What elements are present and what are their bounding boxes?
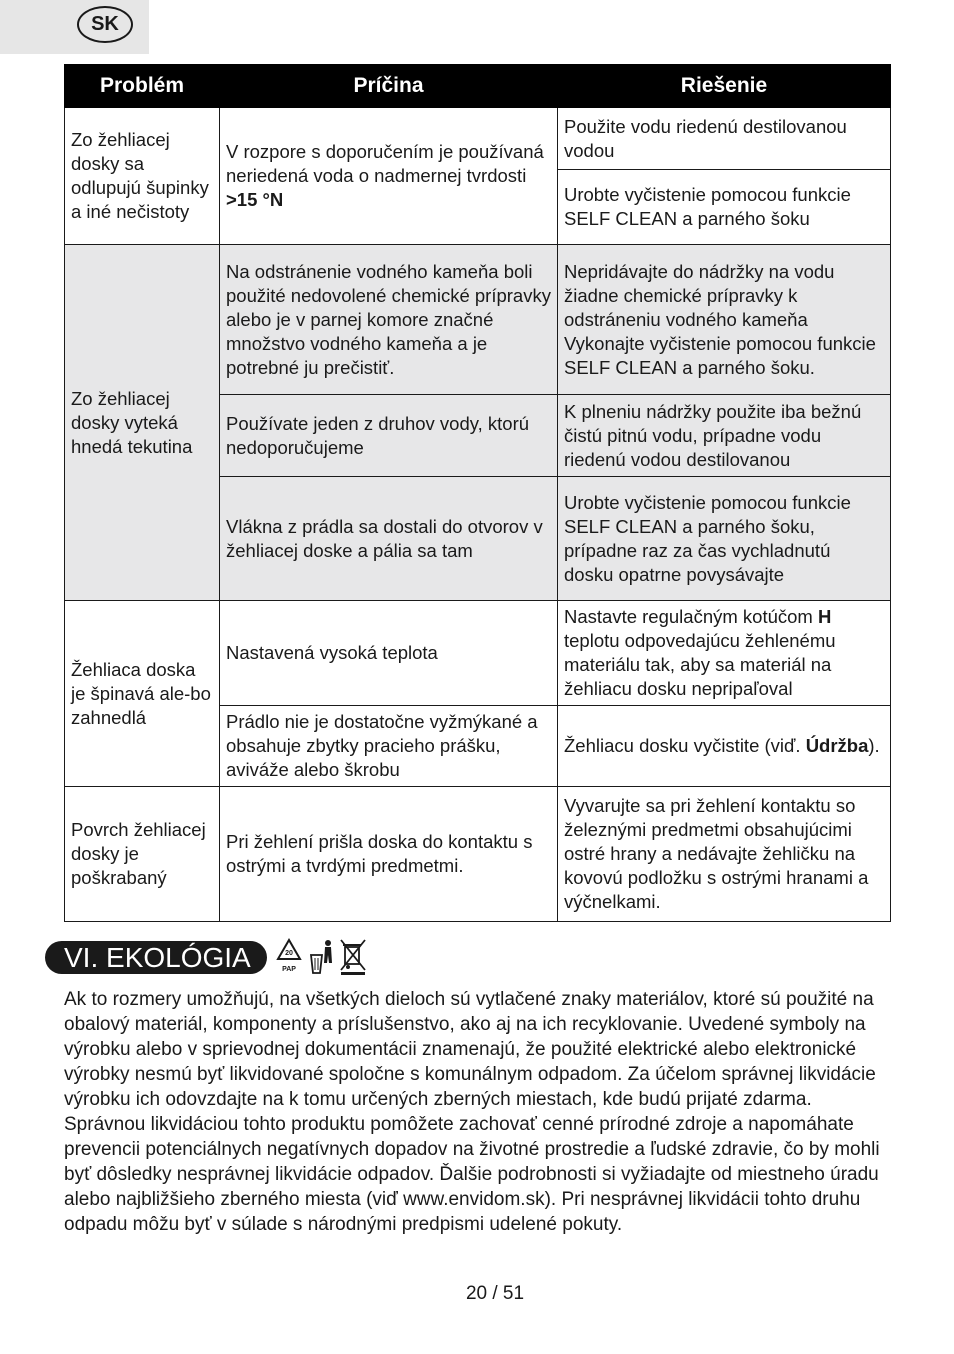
solution-cell: Žehliacu dosku vyčistite (viď. Údržba). bbox=[558, 706, 891, 787]
cause-cell: Používate jeden z druhov vody, ktorú nedoporučujeme bbox=[220, 395, 558, 477]
cause-cell: Na odstránenie vodného kameňa boli použité nedovolené chemické prípravky alebo je v parnej komore značné množstvo vodného kameňa a je potrebné ju prečistiť. bbox=[220, 245, 558, 395]
cause-cell: Vlákna z prádla sa dostali do otvorov v žehliacej doske a pália sa tam bbox=[220, 477, 558, 601]
table-row bbox=[65, 787, 891, 922]
table-row bbox=[65, 601, 891, 706]
troubleshooting-table bbox=[64, 64, 891, 922]
problem-cell: Žehliaca doska je špinavá ale-bo zahnedlá bbox=[65, 601, 220, 787]
recycling-20-pap-icon bbox=[278, 940, 300, 973]
crossed-out-wheelie-bin-icon bbox=[341, 940, 365, 975]
header-problem: Problém bbox=[65, 65, 220, 108]
cause-cell: Pri žehlení prišla doska do kontaktu s ostrými a tvrdými predmetmi. bbox=[220, 787, 558, 922]
solution-cell: Nepridávajte do nádržky na vodu žiadne chemické prípravky k odstráneniu vodného kameňa Vykonajte vyčistenie pomocou funkcie SELF CLEAN a parného šoku. bbox=[558, 245, 891, 395]
header-cause: Príčina bbox=[220, 65, 558, 108]
problem-cell: Zo žehliacej dosky sa odlupujú šupinky a iné nečistoty bbox=[65, 108, 220, 245]
page-number: 20 / 51 bbox=[465, 1283, 525, 1304]
cause-cell: V rozpore s doporučením je používaná neriedená voda o nadmernej tvrdosti >15 °N bbox=[220, 108, 558, 245]
solution-cell: Urobte vyčistenie pomocou funkcie SELF CLEAN a parného šoku, prípadne raz za čas vychladnutú dosku opatrne povysávajte bbox=[558, 477, 891, 601]
solution-cell: Vyvarujte sa pri žehlení kontaktu so železnými predmetmi obsahujúcimi ostré hrany a nedávajte žehličku na kovovú podložku s ostrými hranami a výčnelkami. bbox=[558, 787, 891, 922]
svg-text:PAP: PAP bbox=[282, 966, 296, 973]
header-solution: Riešenie bbox=[558, 65, 891, 108]
language-tab bbox=[0, 0, 149, 54]
solution-cell: Použite vodu riedenú destilovanou vodou bbox=[558, 108, 891, 170]
problem-cell: Povrch žehliacej dosky je poškrabaný bbox=[65, 787, 220, 922]
cause-cell: Prádlo nie je dostatočne vyžmýkané a obsahuje zbytky pracieho prášku, aviváže alebo škrobu bbox=[220, 706, 558, 787]
solution-cell: K plneniu nádržky použite iba bežnú čistú pitnú vodu, prípadne vodu riedenú vodou destilovanou bbox=[558, 395, 891, 477]
table-row bbox=[65, 108, 891, 170]
section-title: VI. EKOLÓGIA bbox=[45, 941, 267, 974]
eco-icons-group bbox=[275, 937, 371, 977]
solution-cell: Nastavte regulačným kotúčom H teplotu odpovedajúcu žehlenému materiálu tak, aby sa materiál na žehliacu dosku nepripaľoval bbox=[558, 601, 891, 706]
cause-cell: Nastavená vysoká teplota bbox=[220, 601, 558, 706]
language-badge: SK bbox=[77, 6, 133, 43]
solution-cell: Urobte vyčistenie pomocou funkcie SELF CLEAN a parného šoku bbox=[558, 170, 891, 245]
tidy-man-bin-icon bbox=[311, 940, 332, 973]
ecology-paragraph: Ak to rozmery umožňujú, na všetkých dieloch sú vytlačené znaky materiálov, ktoré sú použité na obalový materiál, komponenty a príslušenstvo, ako aj na ich recyklovanie. Uvedené symboly na výrobku alebo v sprievodnej dokumentácii znamenajú, že použité elektrické alebo elektronické výrobky nesmú byť likvidované spoločne s komunálnym odpadom. Za účelom správnej likvidácie výrobku ich odovzdajte na k tomu určených zberných miestach, kde budú prijaté zdarma. Správnou likvidáciou tohto produktu pomôžete zachovať cenné prírodné zdroje a napomáhate prevencii potenciálnych negatívnych dopadov na životné prostredie a ľudské zdravie, čo by mohli byť dôsledky nesprávnej likvidácie odpadov. Ďalšie podrobnosti si vyžiadajte od miestneho úradu alebo najbližšieho zberného miesta (viď www.envidom.sk). Pri nesprávnej likvidácii tohto druhu odpadu môžu byť v súlade s národnými predpismi udelené pokuty. bbox=[64, 989, 880, 1235]
svg-text:20: 20 bbox=[285, 950, 293, 957]
table-header-row bbox=[65, 65, 891, 108]
problem-cell: Zo žehliacej dosky vyteká hnedá tekutina bbox=[65, 245, 220, 601]
table-row bbox=[65, 245, 891, 395]
